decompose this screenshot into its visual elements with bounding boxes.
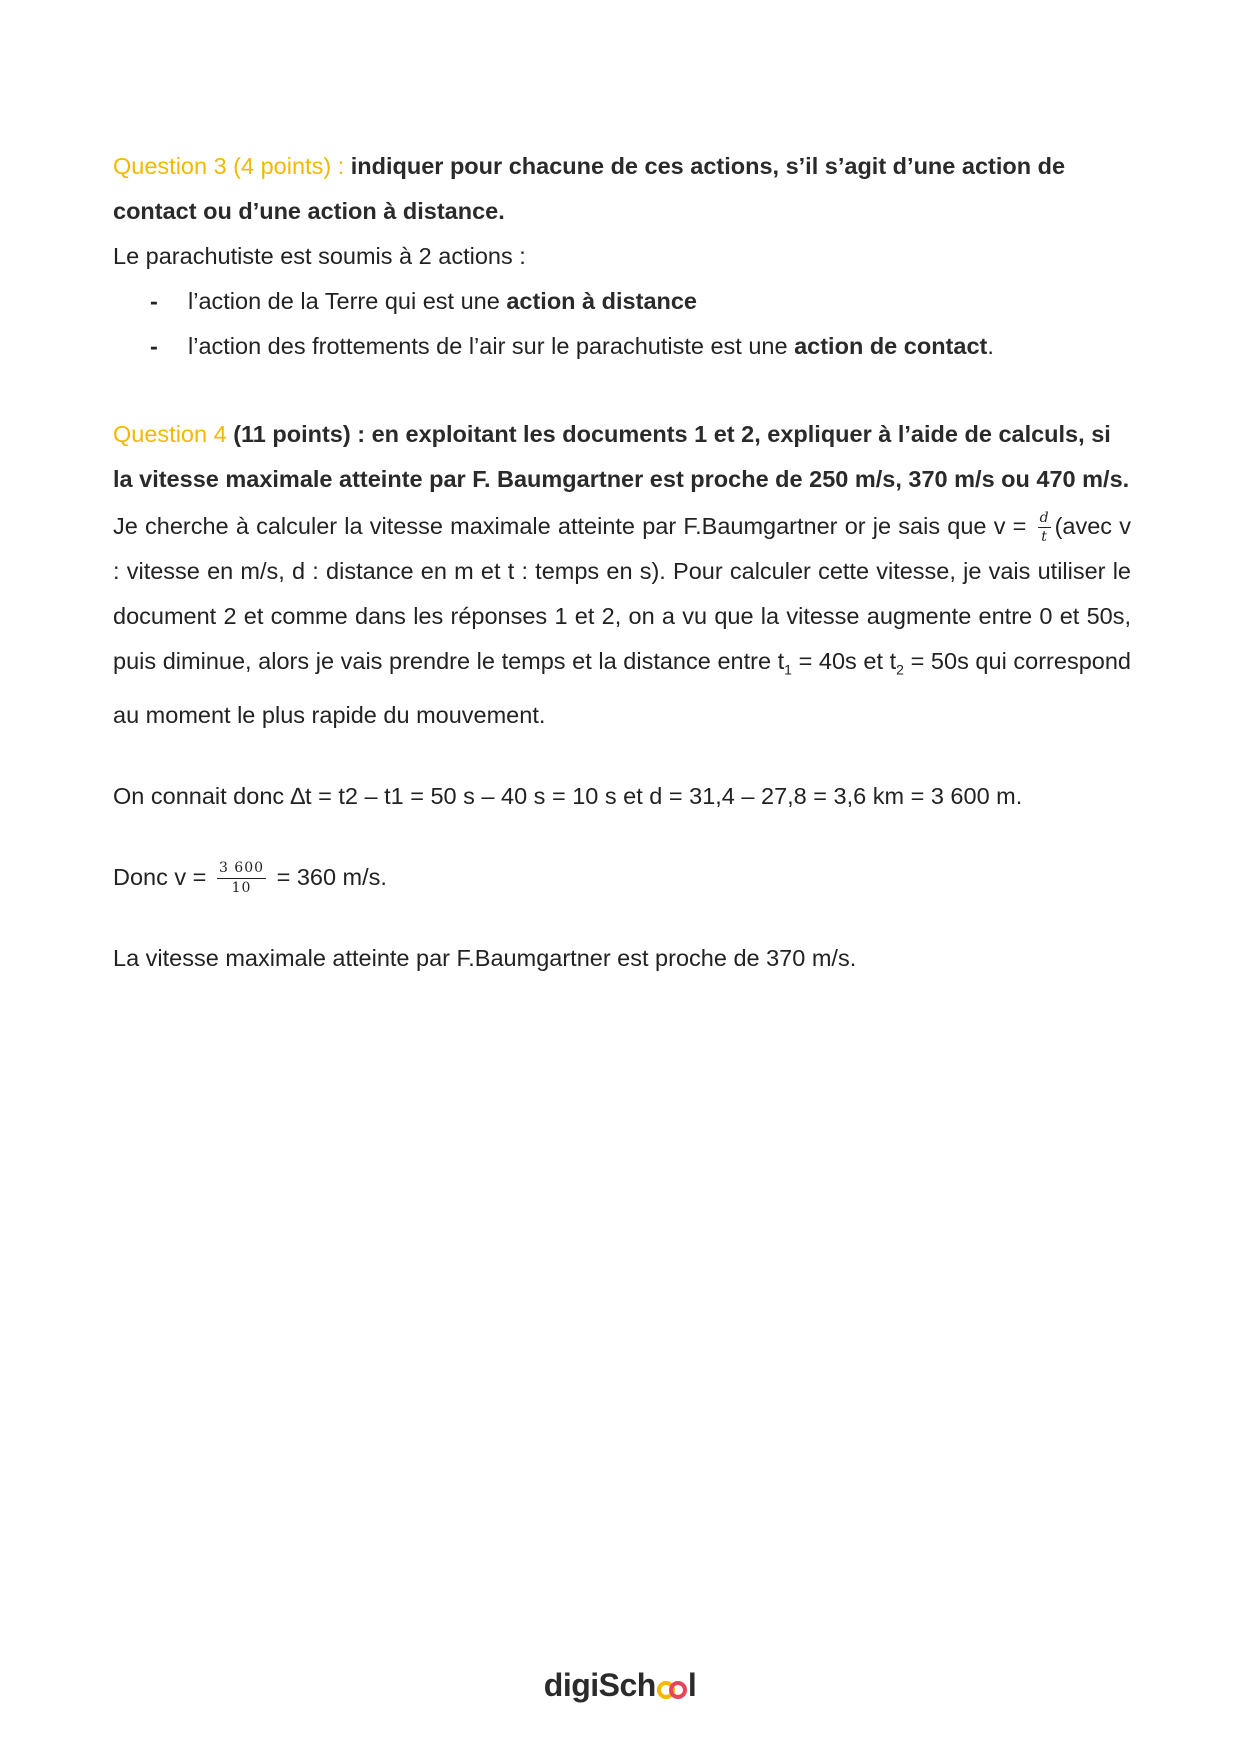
- bullet-text: l’action des frottements de l’air sur le parachutiste est une: [188, 333, 795, 359]
- result-fraction: [217, 859, 266, 898]
- bullet-bold: action de contact: [794, 333, 988, 359]
- velocity-fraction: [1038, 509, 1051, 546]
- question-3-heading: [113, 144, 1131, 234]
- question-4-heading: [113, 412, 1131, 502]
- bullet-dash: -: [150, 333, 158, 359]
- reasoning-rest-a: (avec v : vitesse en m/s, d : distance en m et t : temps en s). Pour calculer cette vitesse, je vais utiliser le document 2 et comme dans les réponses 1 et 2, on a vu que la vitesse augmente entre 0 et 50s, puis diminue, alors je vais prendre le temps et la distance entre t: [113, 513, 1131, 674]
- list-item: [150, 324, 1131, 369]
- fraction-numerator: 3 600: [217, 859, 266, 879]
- bullet-text: l’action de la Terre qui est une: [188, 288, 507, 314]
- spacer: [113, 819, 1131, 855]
- subscript-1: 1: [784, 661, 792, 678]
- conclusion: La vitesse maximale atteinte par F.Baumgartner est proche de 370 m/s.: [113, 944, 857, 971]
- velocity-calculation: [113, 855, 1131, 900]
- logo-text-b: l: [687, 1667, 697, 1703]
- question-3-label: Question 3 (4 points) :: [113, 153, 345, 179]
- question-4-prompt: (11 points) : en exploitant les documents 1 et 2, expliquer à l’aide de calculs, si la vitesse maximale atteinte par F. Baumgartner est proche de 250 m/s, 370 m/s ou 470 m/s.: [113, 421, 1130, 492]
- donc-start: Donc v =: [113, 863, 207, 890]
- reasoning-start: Je cherche à calculer la vitesse maximale atteinte par F.Baumgartner or je sais que v =: [113, 513, 1027, 539]
- donc-end: = 360 m/s.: [276, 863, 387, 890]
- bullet-bold: action à distance: [506, 288, 698, 314]
- bullet-end: .: [987, 333, 994, 359]
- logo-rings-icon: [657, 1681, 687, 1699]
- reasoning-rest-b: = 40s et t: [791, 648, 897, 674]
- fraction-numerator: d: [1039, 510, 1049, 527]
- fraction-denominator: 10: [231, 879, 252, 896]
- question-3-prompt: indiquer pour chacune de ces actions, s’il s’agit d’une action de contact ou d’une action à distance.: [113, 153, 1066, 224]
- actions-list: [113, 279, 1131, 369]
- spacer: [113, 738, 1131, 774]
- list-item: [150, 279, 1131, 324]
- delta-calculation: On connait donc ∆t = t2 – t1 = 50 s – 40 s = 10 s et d = 31,4 – 27,8 = 3,6 km = 3 600 m.: [113, 782, 1023, 809]
- spacer: [113, 900, 1131, 936]
- subscript-2: 2: [896, 661, 904, 678]
- document-body: [113, 144, 1131, 981]
- question-4-reasoning: [113, 504, 1131, 738]
- spacer: [113, 369, 1131, 412]
- digischool-logo: [0, 1667, 1240, 1704]
- question-4-label: Question 4: [113, 421, 227, 447]
- fraction-denominator: t: [1041, 529, 1047, 546]
- question-3-intro: Le parachutiste est soumis à 2 actions :: [113, 243, 526, 269]
- bullet-dash: -: [150, 288, 158, 314]
- logo-text-a: digiSch: [543, 1667, 656, 1703]
- reasoning-rest-c: = 50s qui correspond au moment le plus rapide du mouvement.: [113, 648, 1131, 728]
